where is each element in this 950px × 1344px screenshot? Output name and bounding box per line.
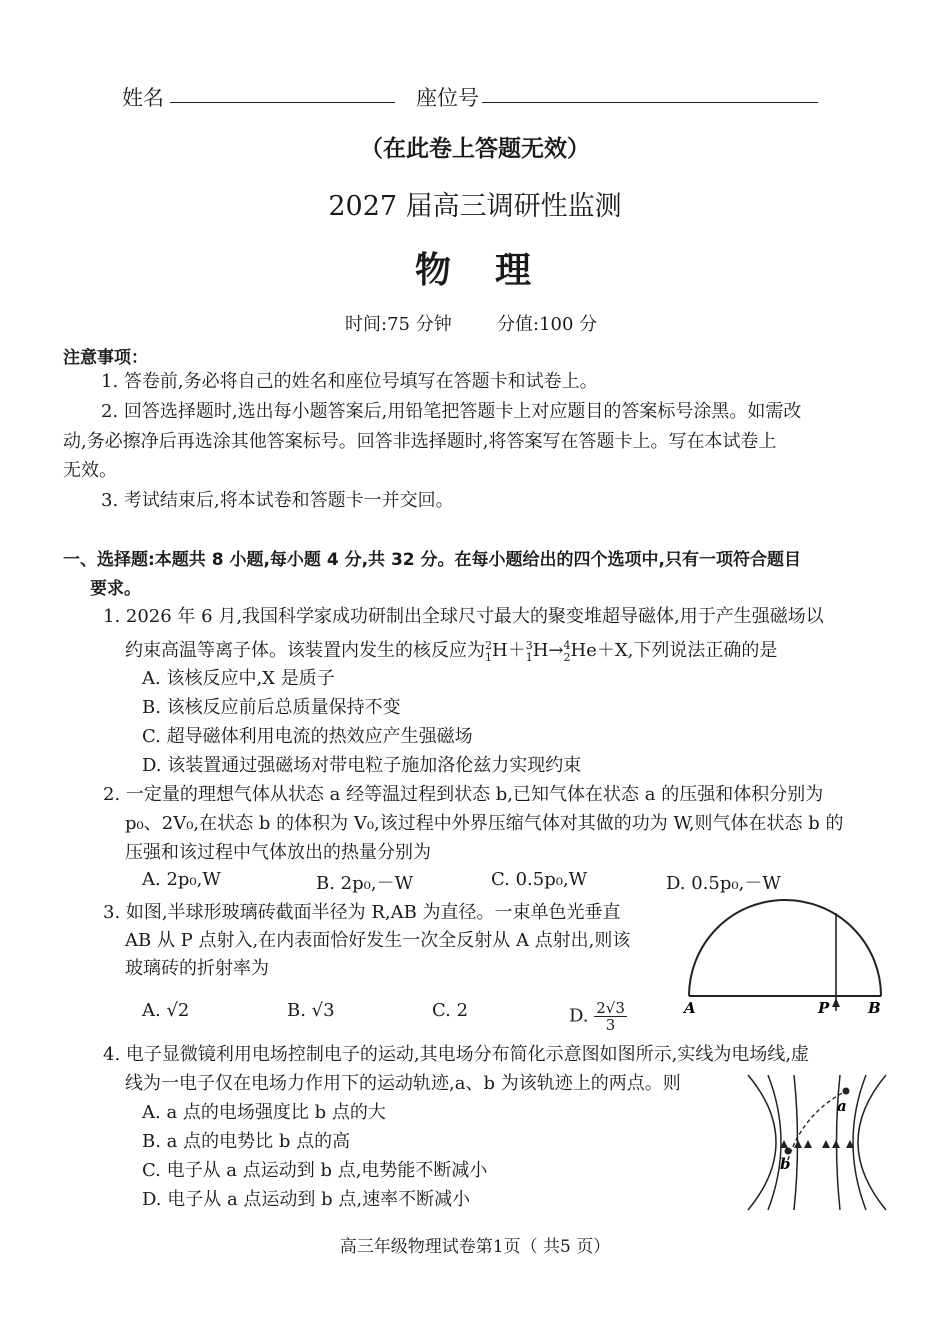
note-item: 2. 回答选择题时,选出每小题答案后,用铅笔把答题卡上对应题目的答案标号涂黑。如需改 [101, 401, 802, 422]
fraction-den: 3 [605, 1016, 616, 1034]
section-heading-cont: 要求。 [90, 579, 141, 599]
invalid-note: （在此卷上答题无效） [360, 136, 590, 162]
q1-option-d: D. 该装置通过强磁场对带电粒子施加洛伦兹力实现约束 [142, 755, 582, 776]
page-footer: 高三年级物理试卷第1页（ 共5 页） [339, 1237, 611, 1257]
q2-stem-cont: 压强和该过程中气体放出的热量分别为 [125, 842, 431, 863]
q1-option-b: B. 该核反应前后总质量保持不变 [142, 697, 401, 718]
notes-title: 注意事项： [63, 348, 148, 368]
q4-option-a: A. a 点的电场强度比 b 点的大 [142, 1102, 386, 1123]
subject-title: 物 理 [414, 249, 535, 291]
q2-stem: 2. 一定量的理想气体从状态 a 经等温过程到状态 b,已知气体在状态 a 的压强和体积分别为 [103, 784, 824, 805]
q3-stem: 3. 如图,半球形玻璃砖截面半径为 R,AB 为直径。一束单色光垂直 [103, 902, 621, 923]
q2-option-b: B. 2p₀,－W [316, 873, 414, 894]
note-item: 动,务必擦净后再选涂其他答案标号。回答非选择题时,将答案写在答题卡上。写在本试卷上 [63, 431, 777, 452]
q1-stem-post: ,下列说法正确的是 [627, 640, 778, 661]
nuclear-equation: $^2_1$H＋$^3_1$H→$^4_2$He＋X [485, 639, 628, 664]
q2-option-d: D. 0.5p₀,－W [666, 873, 781, 894]
label-a-point: a [837, 1097, 847, 1115]
q2-option-c: C. 0.5p₀,W [491, 869, 588, 890]
time-info: 时间:75 分钟 [345, 314, 452, 335]
q1-stem-pre: 约束高温等离子体。该装置内发生的核反应为 [125, 640, 485, 661]
q4-option-c: C. 电子从 a 点运动到 b 点,电势能不断减小 [142, 1160, 488, 1181]
q4-stem: 4. 电子显微镜利用电场控制电子的运动,其电场分布简化示意图如图所示,实线为电场线,虚 [103, 1044, 810, 1065]
seat-label: 座位号 [416, 86, 479, 110]
q4-option-b: B. a 点的电势比 b 点的高 [142, 1131, 351, 1152]
q4-option-d: D. 电子从 a 点运动到 b 点,速率不断减小 [142, 1189, 471, 1210]
q3-option-b: B. √3 [287, 1000, 335, 1021]
note-item: 无效。 [63, 460, 117, 481]
label-p: P [818, 999, 830, 1017]
name-field-line[interactable] [170, 102, 395, 103]
q1-stem: 1. 2026 年 6 月,我国科学家成功研制出全球尺寸最大的聚变堆超导磁体,用于产生强磁场以 [103, 606, 824, 627]
label-b: B [868, 999, 881, 1017]
q3-option-d [569, 1000, 627, 1033]
label-b-point: b [780, 1155, 791, 1173]
note-item: 1. 答卷前,务必将自己的姓名和座位号填写在答题卡和试卷上。 [101, 371, 598, 392]
fraction [594, 1000, 627, 1033]
q2-option-a: A. 2p₀,W [142, 869, 221, 890]
name-label: 姓名 [122, 86, 164, 110]
semicircle-figure [680, 895, 890, 1025]
field-lines-figure [742, 1070, 892, 1215]
q4-stem-cont: 线为一电子仅在电场力作用下的运动轨迹,a、b 为该轨迹上的两点。则 [125, 1073, 681, 1094]
q3-stem-cont: AB 从 P 点射入,在内表面恰好发生一次全反射从 A 点射出,则该 [125, 930, 631, 951]
exam-title: 2027 届高三调研性监测 [328, 191, 622, 222]
q1-option-a: A. 该核反应中,X 是质子 [142, 668, 335, 689]
section-heading: 一、选择题:本题共 8 小题,每小题 4 分,共 32 分。在每小题给出的四个选项中,只有一项符合题目 [63, 550, 801, 570]
q3-option-d-label: D. [569, 1005, 589, 1027]
note-item: 3. 考试结束后,将本试卷和答题卡一并交回。 [101, 490, 454, 511]
seat-field-line[interactable] [482, 102, 818, 103]
q3-option-a: A. √2 [142, 1000, 190, 1021]
score-info: 分值:100 分 [497, 314, 598, 335]
fraction-num: 2√3 [596, 999, 625, 1017]
q1-option-c: C. 超导磁体利用电流的热效应产生强磁场 [142, 726, 473, 747]
q3-stem-cont: 玻璃砖的折射率为 [125, 958, 269, 979]
q2-stem-cont: p₀、2V₀,在状态 b 的体积为 V₀,该过程中外界压缩气体对其做的功为 W,则气体在状态 b 的 [125, 813, 844, 834]
q3-option-c: C. 2 [432, 1000, 469, 1021]
label-a: A [684, 999, 696, 1017]
